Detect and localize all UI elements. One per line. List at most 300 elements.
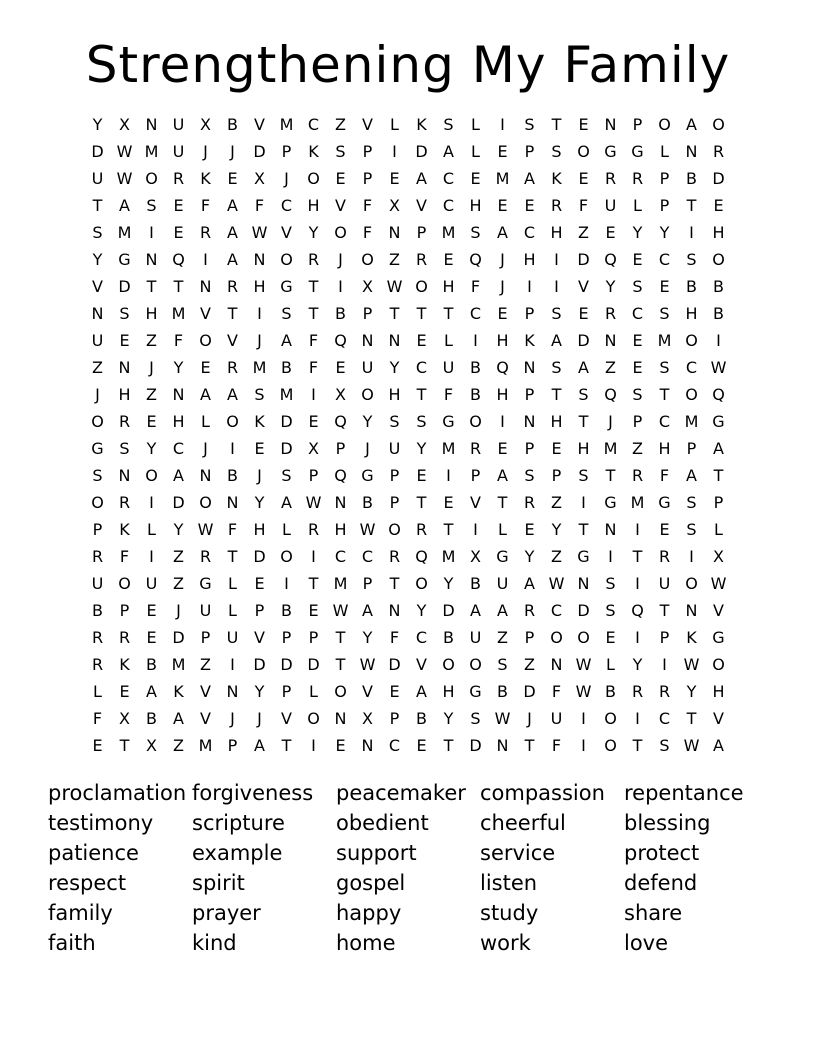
grid-letter[interactable]: O bbox=[334, 223, 347, 242]
grid-letter[interactable]: P bbox=[281, 142, 292, 161]
grid-letter[interactable]: L bbox=[282, 520, 291, 539]
grid-letter[interactable]: S bbox=[524, 115, 535, 134]
grid-letter[interactable]: K bbox=[308, 142, 319, 161]
grid-letter[interactable]: C bbox=[334, 547, 347, 566]
grid-letter[interactable]: Y bbox=[632, 223, 643, 242]
grid-letter[interactable]: Q bbox=[415, 547, 428, 566]
grid-letter[interactable]: U bbox=[91, 574, 104, 593]
grid-letter[interactable]: R bbox=[91, 628, 104, 647]
grid-letter[interactable]: L bbox=[390, 115, 399, 134]
grid-letter[interactable]: V bbox=[92, 277, 103, 296]
grid-letter[interactable]: N bbox=[388, 601, 401, 620]
grid-letter[interactable]: R bbox=[118, 412, 131, 431]
grid-letter[interactable]: K bbox=[686, 628, 697, 647]
grid-letter[interactable]: W bbox=[359, 655, 376, 674]
grid-letter[interactable]: E bbox=[146, 628, 157, 647]
grid-letter[interactable]: P bbox=[686, 439, 697, 458]
grid-letter[interactable]: S bbox=[659, 736, 670, 755]
grid-letter[interactable]: U bbox=[226, 628, 239, 647]
grid-letter[interactable]: D bbox=[280, 412, 293, 431]
grid-letter[interactable]: U bbox=[550, 709, 563, 728]
grid-letter[interactable]: O bbox=[577, 628, 590, 647]
grid-letter[interactable]: K bbox=[119, 520, 130, 539]
grid-letter[interactable]: Z bbox=[173, 574, 184, 593]
grid-letter[interactable]: Q bbox=[334, 331, 347, 350]
grid-letter[interactable]: A bbox=[200, 385, 211, 404]
grid-letter[interactable]: T bbox=[551, 115, 562, 134]
grid-letter[interactable]: E bbox=[632, 358, 643, 377]
grid-letter[interactable]: F bbox=[173, 331, 184, 350]
grid-letter[interactable]: K bbox=[173, 682, 184, 701]
grid-letter[interactable]: M bbox=[279, 385, 294, 404]
grid-letter[interactable]: I bbox=[149, 547, 154, 566]
grid-letter[interactable]: A bbox=[497, 223, 508, 242]
grid-letter[interactable]: R bbox=[658, 682, 671, 701]
grid-letter[interactable]: R bbox=[172, 169, 185, 188]
grid-letter[interactable]: D bbox=[118, 277, 131, 296]
grid-letter[interactable]: Y bbox=[254, 682, 265, 701]
grid-letter[interactable]: C bbox=[658, 709, 671, 728]
grid-letter[interactable]: H bbox=[118, 385, 131, 404]
grid-letter[interactable]: B bbox=[443, 628, 454, 647]
grid-letter[interactable]: E bbox=[497, 196, 508, 215]
grid-letter[interactable]: O bbox=[712, 250, 725, 269]
grid-letter[interactable]: F bbox=[227, 520, 238, 539]
grid-letter[interactable]: M bbox=[144, 142, 159, 161]
grid-letter[interactable]: I bbox=[635, 520, 640, 539]
grid-letter[interactable]: T bbox=[173, 277, 184, 296]
grid-letter[interactable]: T bbox=[308, 574, 319, 593]
grid-letter[interactable]: O bbox=[145, 169, 158, 188]
grid-letter[interactable]: Y bbox=[308, 223, 319, 242]
grid-letter[interactable]: O bbox=[307, 169, 320, 188]
grid-letter[interactable]: A bbox=[551, 331, 562, 350]
grid-letter[interactable]: P bbox=[362, 574, 373, 593]
grid-letter[interactable]: R bbox=[631, 466, 644, 485]
grid-letter[interactable]: X bbox=[146, 736, 157, 755]
grid-letter[interactable]: O bbox=[712, 115, 725, 134]
grid-letter[interactable]: E bbox=[389, 682, 400, 701]
grid-letter[interactable]: H bbox=[253, 277, 266, 296]
grid-letter[interactable]: P bbox=[659, 628, 670, 647]
grid-letter[interactable]: K bbox=[524, 331, 535, 350]
grid-letter[interactable]: G bbox=[577, 547, 590, 566]
grid-letter[interactable]: E bbox=[632, 331, 643, 350]
grid-letter[interactable]: Y bbox=[443, 574, 454, 593]
grid-letter[interactable]: R bbox=[199, 547, 212, 566]
grid-letter[interactable]: D bbox=[91, 142, 104, 161]
grid-letter[interactable]: S bbox=[92, 466, 103, 485]
grid-letter[interactable]: V bbox=[200, 709, 211, 728]
grid-letter[interactable]: Q bbox=[334, 412, 347, 431]
grid-letter[interactable]: H bbox=[658, 439, 671, 458]
grid-letter[interactable]: T bbox=[686, 709, 697, 728]
grid-letter[interactable]: Y bbox=[173, 520, 184, 539]
grid-letter[interactable]: A bbox=[146, 682, 157, 701]
grid-letter[interactable]: M bbox=[441, 223, 456, 242]
grid-letter[interactable]: E bbox=[335, 358, 346, 377]
grid-letter[interactable]: N bbox=[523, 412, 536, 431]
grid-letter[interactable]: Y bbox=[389, 358, 400, 377]
grid-letter[interactable]: O bbox=[280, 250, 293, 269]
grid-letter[interactable]: X bbox=[389, 196, 400, 215]
grid-letter[interactable]: P bbox=[281, 628, 292, 647]
grid-letter[interactable]: P bbox=[254, 601, 265, 620]
grid-letter[interactable]: W bbox=[305, 493, 322, 512]
grid-letter[interactable]: V bbox=[254, 628, 265, 647]
grid-letter[interactable]: I bbox=[203, 250, 208, 269]
grid-letter[interactable]: Y bbox=[416, 439, 427, 458]
grid-letter[interactable]: Y bbox=[362, 628, 373, 647]
grid-letter[interactable]: A bbox=[713, 736, 724, 755]
grid-letter[interactable]: W bbox=[710, 358, 727, 377]
grid-letter[interactable]: P bbox=[524, 304, 535, 323]
grid-letter[interactable]: C bbox=[388, 736, 401, 755]
grid-letter[interactable]: L bbox=[147, 520, 156, 539]
grid-letter[interactable]: M bbox=[333, 574, 348, 593]
grid-letter[interactable]: L bbox=[93, 682, 102, 701]
grid-letter[interactable]: A bbox=[173, 466, 184, 485]
grid-letter[interactable]: I bbox=[716, 331, 721, 350]
grid-letter[interactable]: M bbox=[441, 547, 456, 566]
grid-letter[interactable]: H bbox=[550, 412, 563, 431]
grid-letter[interactable]: J bbox=[257, 709, 262, 728]
grid-letter[interactable]: N bbox=[334, 493, 347, 512]
grid-letter[interactable]: L bbox=[444, 331, 453, 350]
grid-letter[interactable]: L bbox=[228, 574, 237, 593]
grid-letter[interactable]: D bbox=[523, 682, 536, 701]
grid-letter[interactable]: E bbox=[119, 682, 130, 701]
grid-letter[interactable]: B bbox=[362, 493, 373, 512]
grid-letter[interactable]: E bbox=[173, 223, 184, 242]
grid-letter[interactable]: E bbox=[416, 466, 427, 485]
grid-letter[interactable]: N bbox=[388, 223, 401, 242]
grid-letter[interactable]: V bbox=[254, 115, 265, 134]
grid-letter[interactable]: N bbox=[496, 736, 509, 755]
grid-letter[interactable]: Z bbox=[335, 115, 346, 134]
grid-letter[interactable]: T bbox=[605, 466, 616, 485]
grid-letter[interactable]: B bbox=[281, 601, 292, 620]
grid-letter[interactable]: H bbox=[442, 682, 455, 701]
grid-letter[interactable]: O bbox=[91, 493, 104, 512]
grid-letter[interactable]: F bbox=[470, 277, 481, 296]
grid-letter[interactable]: E bbox=[119, 331, 130, 350]
grid-letter[interactable]: A bbox=[686, 466, 697, 485]
grid-letter[interactable]: C bbox=[658, 250, 671, 269]
grid-letter[interactable]: R bbox=[604, 169, 617, 188]
grid-letter[interactable]: L bbox=[606, 655, 615, 674]
grid-letter[interactable]: T bbox=[632, 736, 643, 755]
grid-letter[interactable]: Z bbox=[605, 358, 616, 377]
grid-letter[interactable]: P bbox=[524, 628, 535, 647]
grid-letter[interactable]: I bbox=[284, 574, 289, 593]
grid-letter[interactable]: O bbox=[199, 331, 212, 350]
grid-letter[interactable]: S bbox=[443, 115, 454, 134]
grid-letter[interactable]: B bbox=[146, 655, 157, 674]
grid-letter[interactable]: V bbox=[416, 196, 427, 215]
grid-letter[interactable]: F bbox=[200, 196, 211, 215]
grid-letter[interactable]: N bbox=[577, 574, 590, 593]
grid-letter[interactable]: P bbox=[659, 196, 670, 215]
grid-letter[interactable]: Y bbox=[524, 547, 535, 566]
grid-letter[interactable]: W bbox=[197, 520, 214, 539]
grid-letter[interactable]: E bbox=[146, 601, 157, 620]
grid-letter[interactable]: V bbox=[362, 682, 373, 701]
grid-letter[interactable]: P bbox=[362, 142, 373, 161]
grid-letter[interactable]: Q bbox=[496, 358, 509, 377]
grid-letter[interactable]: N bbox=[226, 682, 239, 701]
grid-letter[interactable]: P bbox=[416, 223, 427, 242]
grid-letter[interactable]: I bbox=[689, 547, 694, 566]
grid-letter[interactable]: D bbox=[577, 331, 590, 350]
grid-letter[interactable]: R bbox=[91, 547, 104, 566]
grid-letter[interactable]: D bbox=[172, 493, 185, 512]
grid-letter[interactable]: S bbox=[470, 223, 481, 242]
grid-letter[interactable]: R bbox=[388, 547, 401, 566]
grid-letter[interactable]: D bbox=[442, 601, 455, 620]
grid-letter[interactable]: U bbox=[145, 574, 158, 593]
grid-letter[interactable]: N bbox=[226, 493, 239, 512]
grid-letter[interactable]: P bbox=[551, 466, 562, 485]
grid-letter[interactable]: X bbox=[308, 439, 319, 458]
grid-letter[interactable]: C bbox=[280, 196, 293, 215]
grid-letter[interactable]: A bbox=[362, 601, 373, 620]
grid-letter[interactable]: F bbox=[254, 196, 265, 215]
grid-letter[interactable]: O bbox=[388, 520, 401, 539]
grid-letter[interactable]: Z bbox=[146, 385, 157, 404]
grid-letter[interactable]: O bbox=[685, 574, 698, 593]
grid-letter[interactable]: D bbox=[253, 142, 266, 161]
grid-letter[interactable]: M bbox=[603, 439, 618, 458]
grid-letter[interactable]: N bbox=[604, 331, 617, 350]
grid-letter[interactable]: I bbox=[581, 736, 586, 755]
grid-letter[interactable]: T bbox=[686, 196, 697, 215]
grid-letter[interactable]: I bbox=[338, 277, 343, 296]
grid-letter[interactable]: H bbox=[496, 331, 509, 350]
grid-letter[interactable]: F bbox=[92, 709, 103, 728]
grid-letter[interactable]: E bbox=[605, 628, 616, 647]
grid-letter[interactable]: Q bbox=[604, 385, 617, 404]
grid-letter[interactable]: K bbox=[416, 115, 427, 134]
grid-letter[interactable]: Z bbox=[632, 439, 643, 458]
grid-letter[interactable]: U bbox=[91, 169, 104, 188]
grid-letter[interactable]: S bbox=[119, 439, 130, 458]
grid-letter[interactable]: I bbox=[500, 115, 505, 134]
grid-letter[interactable]: H bbox=[253, 520, 266, 539]
grid-letter[interactable]: G bbox=[118, 250, 131, 269]
grid-letter[interactable]: R bbox=[118, 493, 131, 512]
grid-letter[interactable]: E bbox=[632, 250, 643, 269]
grid-letter[interactable]: U bbox=[388, 439, 401, 458]
grid-letter[interactable]: E bbox=[443, 250, 454, 269]
grid-letter[interactable]: Y bbox=[416, 601, 427, 620]
grid-letter[interactable]: M bbox=[117, 223, 132, 242]
grid-letter[interactable]: H bbox=[685, 304, 698, 323]
grid-letter[interactable]: A bbox=[227, 223, 238, 242]
grid-letter[interactable]: B bbox=[227, 115, 238, 134]
grid-letter[interactable]: A bbox=[524, 169, 535, 188]
grid-letter[interactable]: W bbox=[548, 574, 565, 593]
grid-letter[interactable]: I bbox=[446, 466, 451, 485]
grid-letter[interactable]: E bbox=[200, 358, 211, 377]
grid-letter[interactable]: M bbox=[198, 736, 213, 755]
grid-letter[interactable]: G bbox=[199, 574, 212, 593]
grid-letter[interactable]: F bbox=[551, 682, 562, 701]
grid-letter[interactable]: E bbox=[578, 115, 589, 134]
grid-letter[interactable]: E bbox=[335, 736, 346, 755]
grid-letter[interactable]: W bbox=[251, 223, 268, 242]
grid-letter[interactable]: E bbox=[443, 493, 454, 512]
grid-letter[interactable]: R bbox=[307, 520, 320, 539]
grid-letter[interactable]: C bbox=[361, 547, 374, 566]
grid-letter[interactable]: Z bbox=[389, 250, 400, 269]
grid-letter[interactable]: S bbox=[659, 304, 670, 323]
grid-letter[interactable]: P bbox=[362, 304, 373, 323]
grid-letter[interactable]: H bbox=[496, 385, 509, 404]
grid-letter[interactable]: I bbox=[608, 547, 613, 566]
grid-letter[interactable]: C bbox=[415, 358, 428, 377]
grid-letter[interactable]: P bbox=[632, 115, 643, 134]
grid-letter[interactable]: C bbox=[631, 304, 644, 323]
grid-letter[interactable]: S bbox=[389, 412, 400, 431]
grid-letter[interactable]: O bbox=[226, 412, 239, 431]
grid-letter[interactable]: O bbox=[307, 709, 320, 728]
grid-letter[interactable]: I bbox=[554, 277, 559, 296]
grid-letter[interactable]: J bbox=[95, 385, 100, 404]
grid-letter[interactable]: H bbox=[712, 682, 725, 701]
grid-letter[interactable]: O bbox=[469, 655, 482, 674]
grid-letter[interactable]: W bbox=[683, 736, 700, 755]
grid-letter[interactable]: B bbox=[470, 358, 481, 377]
grid-letter[interactable]: T bbox=[632, 547, 643, 566]
grid-letter[interactable]: K bbox=[551, 169, 562, 188]
grid-letter[interactable]: N bbox=[550, 655, 563, 674]
grid-letter[interactable]: X bbox=[254, 169, 265, 188]
grid-letter[interactable]: B bbox=[713, 277, 724, 296]
grid-letter[interactable]: B bbox=[335, 304, 346, 323]
grid-letter[interactable]: T bbox=[659, 601, 670, 620]
grid-letter[interactable]: O bbox=[118, 574, 131, 593]
grid-letter[interactable]: J bbox=[338, 250, 343, 269]
grid-letter[interactable]: T bbox=[416, 493, 427, 512]
grid-letter[interactable]: E bbox=[497, 142, 508, 161]
grid-letter[interactable]: Z bbox=[551, 493, 562, 512]
grid-letter[interactable]: O bbox=[604, 736, 617, 755]
grid-letter[interactable]: M bbox=[171, 655, 186, 674]
grid-letter[interactable]: N bbox=[199, 277, 212, 296]
grid-letter[interactable]: D bbox=[280, 655, 293, 674]
grid-letter[interactable]: N bbox=[118, 358, 131, 377]
grid-letter[interactable]: Z bbox=[200, 655, 211, 674]
grid-letter[interactable]: A bbox=[227, 250, 238, 269]
grid-letter[interactable]: V bbox=[335, 196, 346, 215]
grid-letter[interactable]: T bbox=[227, 547, 238, 566]
grid-letter[interactable]: B bbox=[686, 169, 697, 188]
grid-letter[interactable]: C bbox=[685, 358, 698, 377]
grid-letter[interactable]: N bbox=[685, 601, 698, 620]
grid-letter[interactable]: V bbox=[713, 601, 724, 620]
grid-letter[interactable]: J bbox=[149, 358, 154, 377]
grid-letter[interactable]: J bbox=[608, 412, 613, 431]
grid-letter[interactable]: H bbox=[550, 223, 563, 242]
grid-letter[interactable]: P bbox=[227, 736, 238, 755]
grid-letter[interactable]: I bbox=[554, 250, 559, 269]
grid-letter[interactable]: T bbox=[335, 628, 346, 647]
grid-letter[interactable]: B bbox=[713, 304, 724, 323]
grid-letter[interactable]: C bbox=[415, 628, 428, 647]
grid-letter[interactable]: O bbox=[604, 709, 617, 728]
grid-letter[interactable]: N bbox=[361, 331, 374, 350]
grid-letter[interactable]: C bbox=[307, 115, 320, 134]
grid-letter[interactable]: B bbox=[470, 574, 481, 593]
grid-letter[interactable]: X bbox=[362, 277, 373, 296]
grid-letter[interactable]: E bbox=[416, 736, 427, 755]
grid-letter[interactable]: E bbox=[578, 304, 589, 323]
grid-letter[interactable]: C bbox=[523, 223, 536, 242]
grid-letter[interactable]: G bbox=[712, 412, 725, 431]
grid-letter[interactable]: G bbox=[442, 412, 455, 431]
grid-letter[interactable]: Z bbox=[497, 628, 508, 647]
grid-letter[interactable]: S bbox=[686, 520, 697, 539]
grid-letter[interactable]: P bbox=[281, 682, 292, 701]
grid-letter[interactable]: S bbox=[281, 304, 292, 323]
grid-letter[interactable]: O bbox=[145, 466, 158, 485]
grid-letter[interactable]: X bbox=[119, 709, 130, 728]
grid-letter[interactable]: J bbox=[230, 142, 235, 161]
grid-letter[interactable]: O bbox=[685, 385, 698, 404]
grid-letter[interactable]: B bbox=[686, 277, 697, 296]
grid-letter[interactable]: F bbox=[119, 547, 130, 566]
grid-letter[interactable]: S bbox=[632, 277, 643, 296]
grid-letter[interactable]: R bbox=[469, 439, 482, 458]
grid-letter[interactable]: Z bbox=[173, 736, 184, 755]
grid-letter[interactable]: S bbox=[416, 412, 427, 431]
grid-letter[interactable]: J bbox=[203, 439, 208, 458]
grid-letter[interactable]: W bbox=[494, 709, 511, 728]
grid-letter[interactable]: S bbox=[497, 655, 508, 674]
grid-letter[interactable]: W bbox=[683, 655, 700, 674]
grid-letter[interactable]: H bbox=[523, 250, 536, 269]
grid-letter[interactable]: L bbox=[309, 682, 318, 701]
grid-letter[interactable]: P bbox=[308, 628, 319, 647]
grid-letter[interactable]: A bbox=[281, 493, 292, 512]
grid-letter[interactable]: S bbox=[659, 358, 670, 377]
grid-letter[interactable]: Y bbox=[686, 682, 697, 701]
grid-letter[interactable]: A bbox=[443, 142, 454, 161]
grid-letter[interactable]: U bbox=[91, 331, 104, 350]
grid-letter[interactable]: O bbox=[415, 574, 428, 593]
grid-letter[interactable]: X bbox=[200, 115, 211, 134]
grid-letter[interactable]: C bbox=[658, 412, 671, 431]
grid-letter[interactable]: P bbox=[308, 466, 319, 485]
grid-letter[interactable]: O bbox=[361, 250, 374, 269]
grid-letter[interactable]: N bbox=[334, 709, 347, 728]
grid-letter[interactable]: J bbox=[230, 709, 235, 728]
grid-letter[interactable]: T bbox=[146, 277, 157, 296]
grid-letter[interactable]: I bbox=[149, 493, 154, 512]
grid-letter[interactable]: R bbox=[307, 250, 320, 269]
grid-letter[interactable]: S bbox=[551, 142, 562, 161]
grid-letter[interactable]: P bbox=[389, 709, 400, 728]
grid-letter[interactable]: M bbox=[495, 169, 510, 188]
grid-letter[interactable]: P bbox=[713, 493, 724, 512]
grid-letter[interactable]: P bbox=[524, 385, 535, 404]
grid-letter[interactable]: Q bbox=[469, 250, 482, 269]
grid-letter[interactable]: R bbox=[91, 655, 104, 674]
grid-letter[interactable]: N bbox=[253, 250, 266, 269]
grid-letter[interactable]: N bbox=[361, 736, 374, 755]
grid-letter[interactable]: T bbox=[524, 736, 535, 755]
